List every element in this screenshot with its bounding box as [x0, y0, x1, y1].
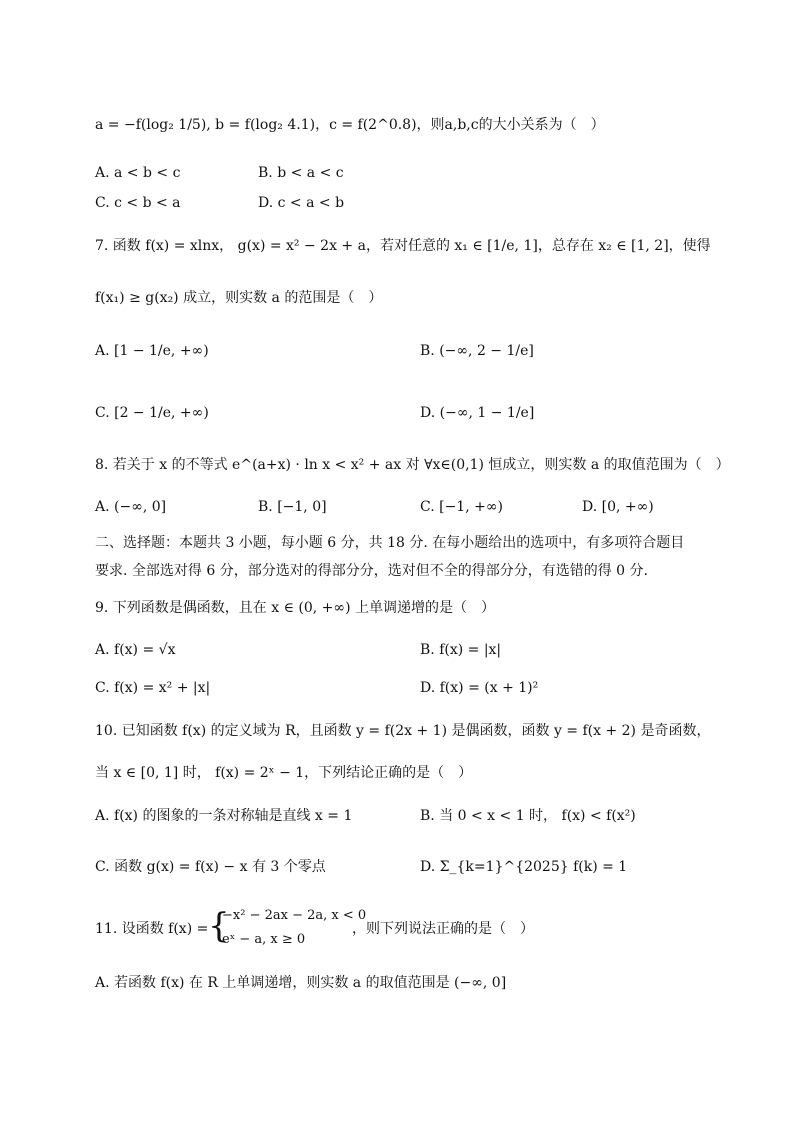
q6-option-a: A. a < b < c: [95, 165, 181, 181]
q10-stem-2: 当 x ∈ [0, 1] 时， f(x) = 2ˣ − 1，下列结论正确的是（ ）: [95, 765, 473, 781]
q6-option-b: B. b < a < c: [258, 165, 344, 181]
q9-option-c: C. f(x) = x² + |x|: [95, 680, 211, 696]
q9-option-b: B. f(x) = |x|: [420, 642, 502, 658]
q11-stem-left: 11. 设函数 f(x) =: [95, 921, 209, 937]
section2-line-1: 二、选择题：本题共 3 小题，每小题 6 分，共 18 分. 在每小题给出的选项中，有多项符合题目: [95, 535, 685, 551]
q10-option-a: A. f(x) 的图象的一条对称轴是直线 x = 1: [95, 808, 353, 824]
q10-stem: 10. 已知函数 f(x) 的定义域为 R，且函数 y = f(2x + 1) 是偶函数，函数 y = f(x + 2) 是奇函数，: [95, 723, 711, 739]
q7-option-d: D. (−∞, 1 − 1/e]: [420, 405, 535, 421]
q11-option-a: A. 若函数 f(x) 在 R 上单调递增，则实数 a 的取值范围是 (−∞, 0]: [95, 975, 507, 991]
q9-stem: 9. 下列函数是偶函数，且在 x ∈ (0, +∞) 上单调递增的是（ ）: [95, 600, 495, 616]
q7-option-c: C. [2 − 1/e, +∞): [95, 405, 209, 421]
q11-piecewise-brace: {: [208, 906, 230, 946]
q7-option-a: A. [1 − 1/e, +∞): [95, 343, 209, 359]
q11-case-1: −x² − 2ax − 2a, x < 0: [222, 908, 367, 923]
q8-option-a: A. (−∞, 0]: [95, 499, 167, 515]
q10-option-d: D. Σ_{k=1}^{2025} f(k) = 1: [420, 859, 628, 875]
q8-stem: 8. 若关于 x 的不等式 e^(a+x) · ln x < x² + ax 对 ∀x∈(0,1) 恒成立，则实数 a 的取值范围为（ ）: [95, 457, 730, 473]
q6-option-c: C. c < b < a: [95, 195, 181, 211]
q10-option-b: B. 当 0 < x < 1 时， f(x) < f(x²): [420, 808, 636, 824]
q7-stem-2: f(x₁) ≥ g(x₂) 成立，则实数 a 的范围是（ ）: [95, 290, 383, 306]
q8-option-d: D. [0, +∞): [582, 499, 654, 515]
q11-stem-right: ，则下列说法正确的是（ ）: [352, 921, 534, 937]
q10-option-c: C. 函数 g(x) = f(x) − x 有 3 个零点: [95, 859, 326, 875]
q9-option-a: A. f(x) = √x: [95, 642, 176, 658]
q7-stem: 7. 函数 f(x) = xlnx， g(x) = x² − 2x + a，若对任意的 x₁ ∈ [1/e, 1]，总存在 x₂ ∈ [1, 2]，使得: [95, 238, 711, 254]
q11-case-2: eˣ − a, x ≥ 0: [222, 932, 306, 947]
q8-option-b: B. [−1, 0]: [258, 499, 327, 515]
q8-option-c: C. [−1, +∞): [420, 499, 503, 515]
q6-option-d: D. c < a < b: [258, 195, 345, 211]
q9-option-d: D. f(x) = (x + 1)²: [420, 680, 539, 696]
section2-line-2: 要求. 全部选对得 6 分，部分选对的得部分分，选对但不全的得部分分，有选错的得 0 分.: [95, 563, 648, 579]
q6-stem: a = −f(log₂ 1/5), b = f(log₂ 4.1)，c = f(2^0.8)，则a,b,c的大小关系为（ ）: [95, 117, 605, 133]
q7-option-b: B. (−∞, 2 − 1/e]: [420, 343, 534, 359]
